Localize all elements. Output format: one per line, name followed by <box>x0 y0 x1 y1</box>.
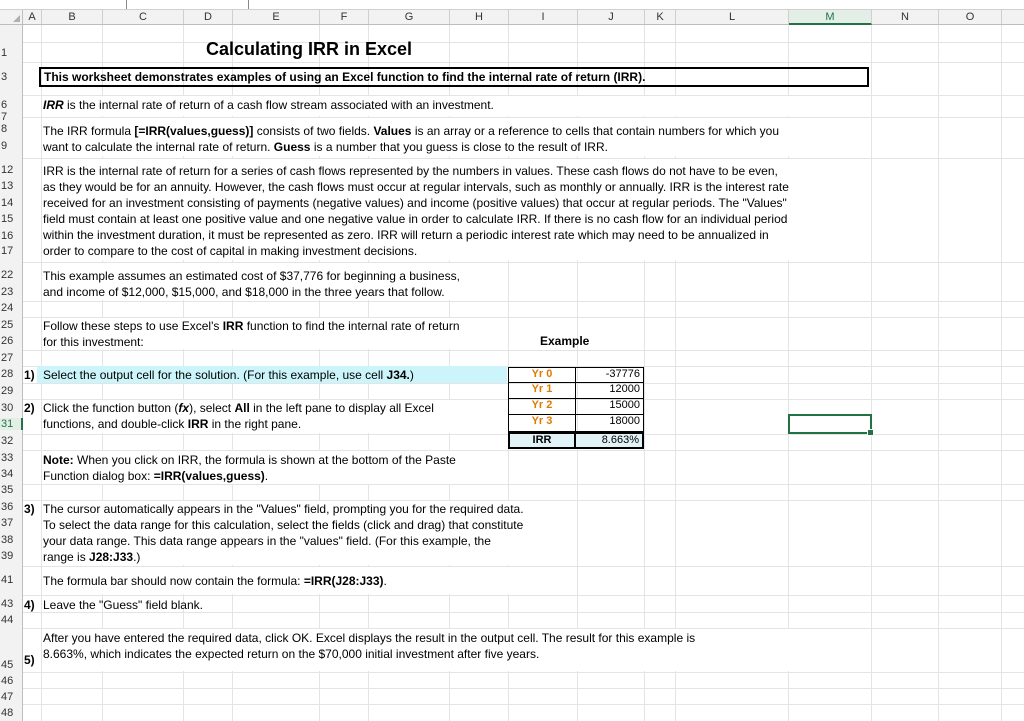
fx-icon: fx <box>178 401 190 415</box>
text-run-bold: [=IRR(values,guess)] <box>134 124 254 138</box>
text-run-bold: Guess <box>273 140 311 154</box>
step-3-line: To select the data range for this calculation, select the fields (click and drag) that constitute <box>43 518 524 532</box>
text-run: range is <box>43 550 90 564</box>
text-run: The IRR formula <box>43 124 135 138</box>
text-run: function to find the internal rate of return <box>243 319 460 333</box>
column-header-h[interactable]: H <box>450 10 509 24</box>
row-header[interactable]: 22 <box>1 269 14 281</box>
text-run: functions, and double-click <box>43 417 188 431</box>
text-run: The formula bar should now contain the formula: <box>43 574 304 588</box>
text-run-bold: Note: <box>43 453 74 467</box>
step-4-text: Leave the "Guess" field blank. <box>43 598 203 612</box>
text-run: . <box>383 574 387 588</box>
row-header[interactable]: 16 <box>1 230 14 242</box>
text-run: want to calculate the internal rate of return. <box>43 140 274 154</box>
text-run-bold: J28:J33 <box>89 550 134 564</box>
column-header-b[interactable]: B <box>42 10 103 24</box>
row-header[interactable]: 43 <box>1 598 14 610</box>
text-run-bold: =IRR(J28:J33) <box>303 574 384 588</box>
note-line-2 <box>43 468 268 484</box>
column-header-m[interactable]: M <box>789 10 872 25</box>
step-1-text <box>43 367 414 383</box>
step-3-line-4 <box>43 549 140 565</box>
row-header[interactable]: 17 <box>1 245 14 257</box>
column-header-d[interactable]: D <box>184 10 233 24</box>
column-header-l[interactable]: L <box>676 10 789 24</box>
row-header[interactable]: 32 <box>1 435 14 447</box>
row-header[interactable]: 27 <box>1 352 14 364</box>
row-header[interactable]: 47 <box>1 691 14 703</box>
cash-flow-value[interactable]: -37776 <box>576 367 644 383</box>
follow-line-1 <box>43 318 460 334</box>
step-number: 3) <box>24 502 35 516</box>
text-run: .) <box>133 550 141 564</box>
note-line-1 <box>43 452 456 468</box>
row-header[interactable]: 29 <box>1 385 14 397</box>
row-header[interactable]: 37 <box>1 517 14 529</box>
year-label[interactable]: Yr 3 <box>508 415 576 432</box>
row-header[interactable]: 15 <box>1 213 14 225</box>
text-run-bold: Values <box>373 124 412 138</box>
row-header[interactable]: 13 <box>1 180 14 192</box>
step-number: 4) <box>24 598 35 612</box>
row-header[interactable]: 34 <box>1 468 14 480</box>
row-header[interactable]: 30 <box>1 402 14 414</box>
column-header-k[interactable]: K <box>645 10 676 24</box>
cash-flow-value[interactable]: 18000 <box>576 415 644 432</box>
text-run-bold: All <box>234 401 250 415</box>
cash-flow-value[interactable]: 15000 <box>576 399 644 415</box>
row-header[interactable]: 39 <box>1 550 14 562</box>
irr-definition-text: is the internal rate of return of a cash flow stream associated with an investment. <box>63 98 494 112</box>
example-line: This example assumes an estimated cost of $37,776 for beginning a business, <box>43 269 460 283</box>
text-run: Select the output cell for the solution. (For this example, use cell <box>43 368 387 382</box>
text-run-bold: J34. <box>386 368 410 382</box>
row-header[interactable]: 28 <box>1 368 14 380</box>
row-header[interactable]: 24 <box>1 302 14 314</box>
year-label[interactable]: Yr 1 <box>508 383 576 399</box>
text-run: ) <box>409 368 414 382</box>
text-run: in the right pane. <box>208 417 302 431</box>
row-header[interactable]: 1 <box>1 47 8 59</box>
row-header[interactable]: 23 <box>1 286 14 298</box>
row-header[interactable]: 48 <box>1 707 14 719</box>
year-label[interactable]: Yr 2 <box>508 399 576 415</box>
row-header[interactable]: 33 <box>1 452 14 464</box>
cash-flow-value[interactable]: 12000 <box>576 383 644 399</box>
row-header[interactable]: 9 <box>1 140 8 152</box>
text-run: in the left pane to display all Excel <box>249 401 434 415</box>
intro-banner: This worksheet demonstrates examples of using an Excel function to find the internal rate of return (IRR). <box>39 67 869 87</box>
step-5-line: 8.663%, which indicates the expected return on the $70,000 initial investment after five years. <box>43 647 540 661</box>
step-number: 5) <box>24 653 35 667</box>
formula-bar-line <box>43 573 387 589</box>
row-header-selected[interactable]: 31 <box>0 418 23 430</box>
row-header[interactable]: 36 <box>1 501 14 513</box>
column-header-n[interactable]: N <box>872 10 939 24</box>
column-header-c[interactable]: C <box>103 10 184 24</box>
irr-definition <box>43 97 494 113</box>
step-number: 2) <box>24 401 35 415</box>
row-header[interactable]: 3 <box>1 71 8 83</box>
text-run-bold: IRR <box>222 319 244 333</box>
column-header-j[interactable]: J <box>578 10 645 24</box>
text-run: When you click on IRR, the formula is shown at the bottom of the Paste <box>73 453 456 467</box>
row-header[interactable]: 26 <box>1 335 14 347</box>
row-header[interactable]: 12 <box>1 164 14 176</box>
row-header[interactable]: 41 <box>1 574 14 586</box>
year-label[interactable]: Yr 0 <box>508 367 576 383</box>
ruler-top <box>0 0 1024 9</box>
select-all-corner[interactable] <box>0 10 23 24</box>
step-2-line-1 <box>43 400 434 416</box>
formula-line-1 <box>43 123 779 139</box>
irr-definition-term: IRR <box>43 98 64 112</box>
column-header-g[interactable]: G <box>369 10 450 24</box>
follow-line-2: for this investment: <box>43 335 144 349</box>
row-header-bar <box>0 25 23 721</box>
column-header-bar <box>0 9 1024 25</box>
irr-result-cell[interactable]: 8.663% <box>576 432 644 449</box>
text-run: Click the function button ( <box>43 401 179 415</box>
column-header-e[interactable]: E <box>233 10 320 24</box>
step-3-line: your data range. This data range appears in the "values" field. (For this example, the <box>43 534 491 548</box>
text-run: Function dialog box: <box>43 469 154 483</box>
example-table-header: Example <box>540 334 590 348</box>
page-title: Calculating IRR in Excel <box>206 39 413 59</box>
row-header[interactable]: 7 <box>1 111 8 123</box>
column-header-a[interactable]: A <box>23 10 42 24</box>
irr-label-cell[interactable]: IRR <box>508 432 576 449</box>
example-line: and income of $12,000, $15,000, and $18,000 in the three years that follow. <box>43 285 445 299</box>
text-run-bold: IRR <box>187 417 209 431</box>
row-header[interactable]: 6 <box>1 99 8 111</box>
formula-line-2 <box>43 139 608 155</box>
text-run: is an array or a reference to cells that contain numbers for which you <box>411 124 779 138</box>
step-3-line: The cursor automatically appears in the "Values" field, prompting you for the required data. <box>43 502 524 516</box>
selected-cell-m31[interactable] <box>788 414 872 434</box>
step-2-line-2 <box>43 416 301 432</box>
description-line: order to compare to the cost of capital in making investment decisions. <box>43 244 418 258</box>
step-5-line: After you have entered the required data, click OK. Excel displays the result in the output cell. The result for this example is <box>43 631 696 645</box>
row-header[interactable]: 35 <box>1 484 14 496</box>
row-header[interactable]: 25 <box>1 319 14 331</box>
row-header[interactable]: 38 <box>1 534 14 546</box>
text-run-bold: =IRR(values,guess) <box>153 469 265 483</box>
row-header[interactable]: 14 <box>1 197 14 209</box>
text-run: . <box>264 469 269 483</box>
row-header[interactable]: 45 <box>1 659 14 671</box>
text-run: is a number that you guess is close to the result of IRR. <box>310 140 608 154</box>
row-header[interactable]: 44 <box>1 614 14 626</box>
text-run: consists of two fields. <box>253 124 374 138</box>
column-header-i[interactable]: I <box>509 10 578 24</box>
column-header-o[interactable]: O <box>939 10 1002 24</box>
description-line: received for an investment consisting of payments (negative values) and income (positive values) that occur at regular periods. The "Values" <box>43 196 787 210</box>
description-line: as they would be for an annuity. However, the cash flows must occur at regular intervals, such as monthly or annually. IRR is the interest rate <box>43 180 789 194</box>
step-number: 1) <box>24 368 35 382</box>
row-header[interactable]: 8 <box>1 123 8 135</box>
description-line: field must contain at least one positive value and one negative value in order to calculate IRR. If there is no cash flow for an individual period <box>43 212 788 226</box>
row-header[interactable]: 46 <box>1 675 14 687</box>
text-run: Follow these steps to use Excel's <box>43 319 223 333</box>
column-header-f[interactable]: F <box>320 10 369 24</box>
description-line: IRR is the internal rate of return for a series of cash flows represented by the numbers in values. These cash flows do not have to be even, <box>43 164 778 178</box>
description-line: within the investment duration, it must be represented as zero. IRR will return a periodic interest rate which may need to be annualized in <box>43 228 769 242</box>
text-run: ), select <box>189 401 235 415</box>
